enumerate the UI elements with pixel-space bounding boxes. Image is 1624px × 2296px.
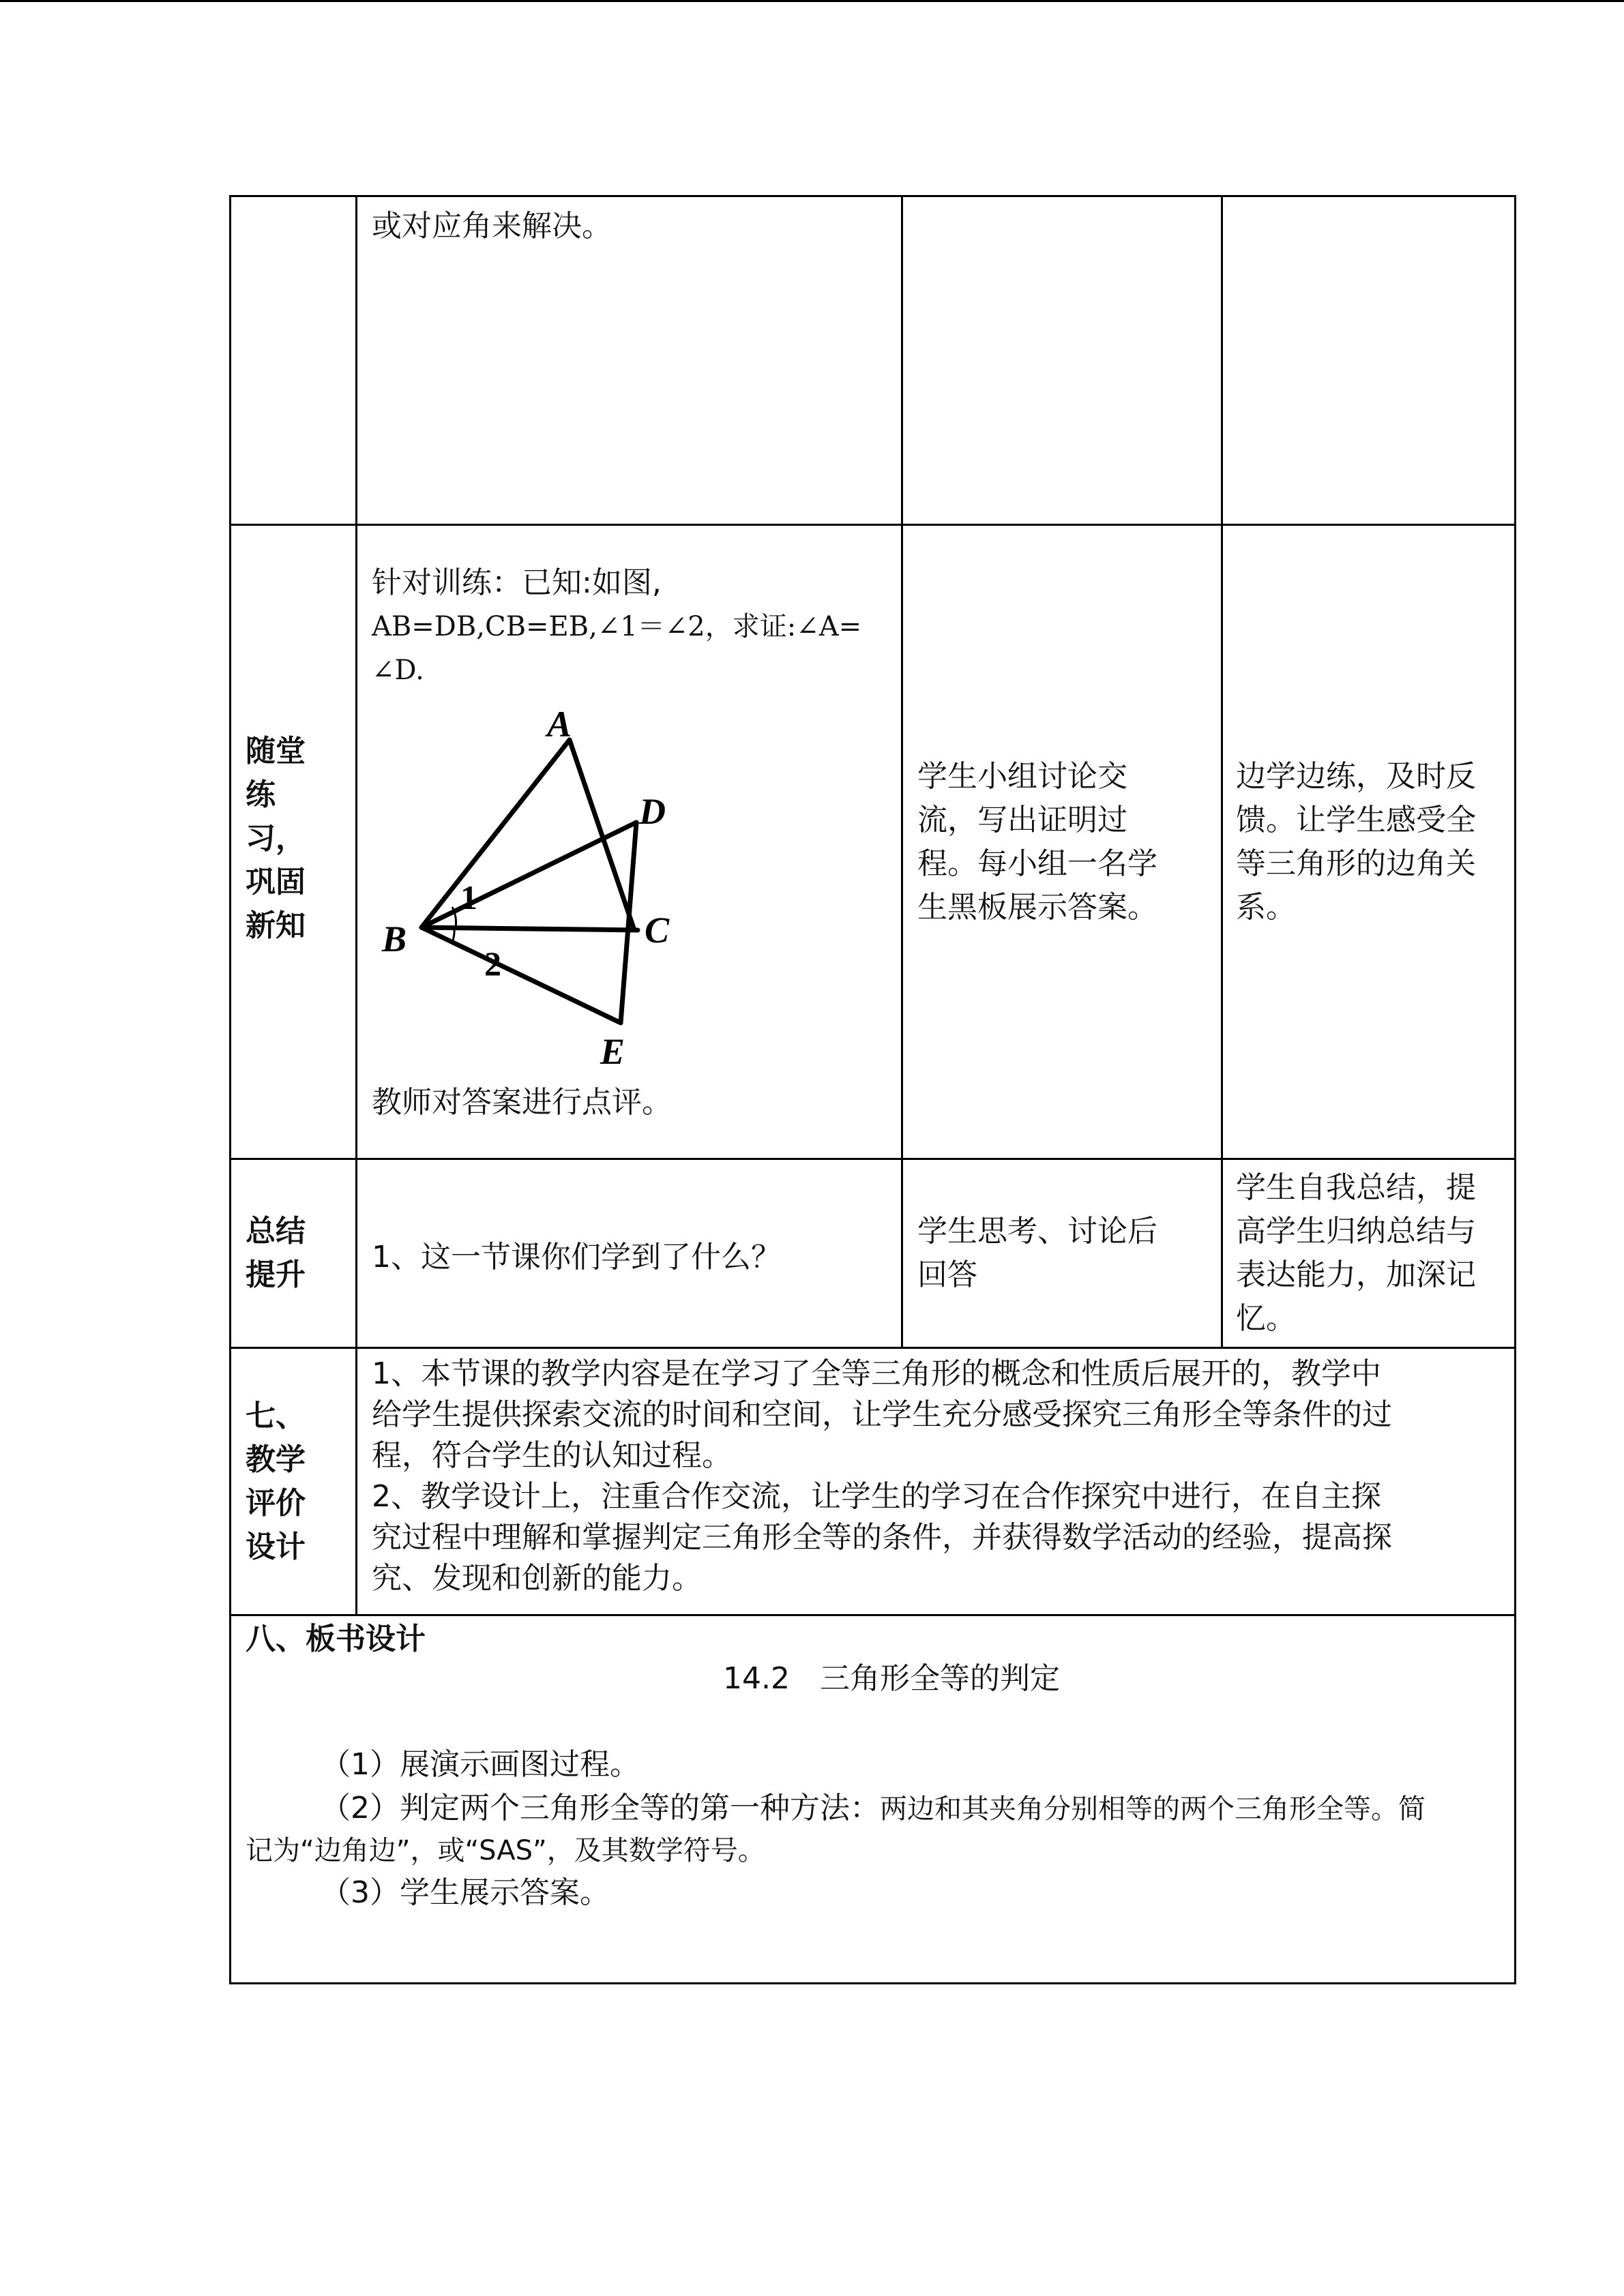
- row-divider-2: [229, 1158, 1516, 1160]
- evaluation-line: 程，符合学生的认知过程。: [372, 1438, 732, 1473]
- design-intent-line: 边学边练，及时反: [1236, 759, 1476, 794]
- table-border-left: [229, 195, 231, 1984]
- row3-content: 1、这一节课你们学到了什么？: [372, 1240, 781, 1274]
- row2-label-line: 随堂: [246, 734, 306, 769]
- student-activity-line: 程。每小组一名学: [917, 846, 1157, 881]
- vertex-b-label: B: [382, 919, 407, 959]
- row-divider-3: [229, 1347, 1516, 1349]
- row4-label-line: 教学: [246, 1442, 306, 1477]
- vertex-e-label: E: [600, 1031, 625, 1071]
- board-design-subtitle: 14.2 三角形全等的判定: [723, 1661, 1060, 1696]
- board-item-2-lead: （2）判定两个三角形全等的第一种方法：: [321, 1791, 880, 1825]
- board-item-2: [321, 1787, 1507, 1830]
- board-design-heading: 八、板书设计: [246, 1622, 426, 1656]
- student-activity-line: 学生思考、讨论后: [917, 1214, 1157, 1249]
- table-divider-intent: [1221, 195, 1223, 1349]
- evaluation-line: 1、本节课的教学内容是在学习了全等三角形的概念和性质后展开的，教学中: [372, 1356, 1381, 1391]
- evaluation-line: 究过程中理解和掌握判定三角形全等的条件，并获得数学活动的经验，提高探: [372, 1520, 1392, 1555]
- segment-ba: [422, 740, 570, 927]
- problem-line: ∠D.: [372, 655, 424, 686]
- page-top-border: [0, 0, 1624, 2]
- row3-student-activity: [917, 1210, 1217, 1297]
- student-activity-line: 流，写出证明过: [917, 803, 1127, 837]
- row3-design-intent: [1236, 1166, 1509, 1341]
- problem-line: AB=DB,CB=EB,∠1＝∠2，求证:∠A=: [372, 611, 862, 642]
- board-item-3: （3）学生展示答案。: [321, 1875, 610, 1910]
- angle-1-label: 1: [460, 878, 477, 916]
- board-item-1: （1）展演示画图过程。: [321, 1747, 640, 1782]
- design-intent-line: 馈。让学生感受全: [1236, 803, 1476, 837]
- angle-2-arc: [452, 928, 454, 942]
- design-intent-line: 等三角形的边角关: [1236, 846, 1476, 881]
- triangle-figure: [372, 702, 726, 1071]
- row2-student-activity: [917, 755, 1217, 929]
- vertex-a-label: A: [547, 704, 572, 745]
- table-border-bottom: [229, 1982, 1516, 1984]
- row3-label-line: 总结: [246, 1214, 306, 1249]
- row4-label: [246, 1395, 348, 1569]
- row2-label-line: 习，: [246, 821, 306, 856]
- table-border-top: [229, 195, 1516, 197]
- board-item-2-rest: 两边和其夹角分别相等的两个三角形全等。简: [880, 1793, 1426, 1825]
- design-intent-line: 忆。: [1236, 1301, 1296, 1336]
- row2-label-line: 巩固: [246, 865, 306, 899]
- row2-label-line: 练: [246, 777, 276, 812]
- table-divider-student: [901, 195, 903, 1349]
- row1-content: 或对应角来解决。: [372, 209, 612, 243]
- vertex-c-label: C: [645, 910, 670, 951]
- row4-evaluation: [372, 1354, 1511, 1599]
- student-activity-line: 生黑板展示答案。: [917, 890, 1157, 925]
- angle-2-label: 2: [484, 944, 501, 983]
- design-intent-line: 学生自我总结，提: [1236, 1170, 1476, 1205]
- evaluation-line: 究、发现和创新的能力。: [372, 1561, 702, 1596]
- row-divider-4: [229, 1614, 1516, 1616]
- row2-label-line: 新知: [246, 908, 306, 943]
- row2-teacher-comment: 教师对答案进行点评。: [372, 1085, 672, 1120]
- row4-label-line: 评价: [246, 1486, 306, 1521]
- row4-label-line: 设计: [246, 1530, 306, 1564]
- table-border-right: [1514, 195, 1516, 1984]
- row-divider-1: [229, 524, 1516, 526]
- design-intent-line: 表达能力，加深记: [1236, 1257, 1476, 1292]
- student-activity-line: 回答: [917, 1257, 977, 1292]
- student-activity-line: 学生小组讨论交: [917, 759, 1127, 794]
- problem-line: 针对训练：已知:如图,: [372, 565, 662, 600]
- board-item-2-continued: 记为“边角边”，或“SAS”，及其数学符号。: [246, 1835, 765, 1866]
- row2-design-intent: [1236, 755, 1509, 929]
- evaluation-line: 2、教学设计上，注重合作交流，让学生的学习在合作探究中进行，在自主探: [372, 1479, 1381, 1514]
- vertex-d-label: D: [639, 791, 666, 832]
- row4-label-line: 七、: [246, 1399, 306, 1433]
- segment-ac: [570, 740, 634, 930]
- design-intent-line: 系。: [1236, 890, 1296, 925]
- row3-label-line: 提升: [246, 1257, 306, 1292]
- row2-label: [246, 730, 348, 948]
- design-intent-line: 高学生归纳总结与: [1236, 1214, 1476, 1249]
- row2-problem: [372, 561, 897, 692]
- evaluation-line: 给学生提供探索交流的时间和空间，让学生充分感受探究三角形全等条件的过: [372, 1397, 1392, 1432]
- table-divider-label: [355, 195, 357, 1616]
- row3-label: [246, 1210, 348, 1297]
